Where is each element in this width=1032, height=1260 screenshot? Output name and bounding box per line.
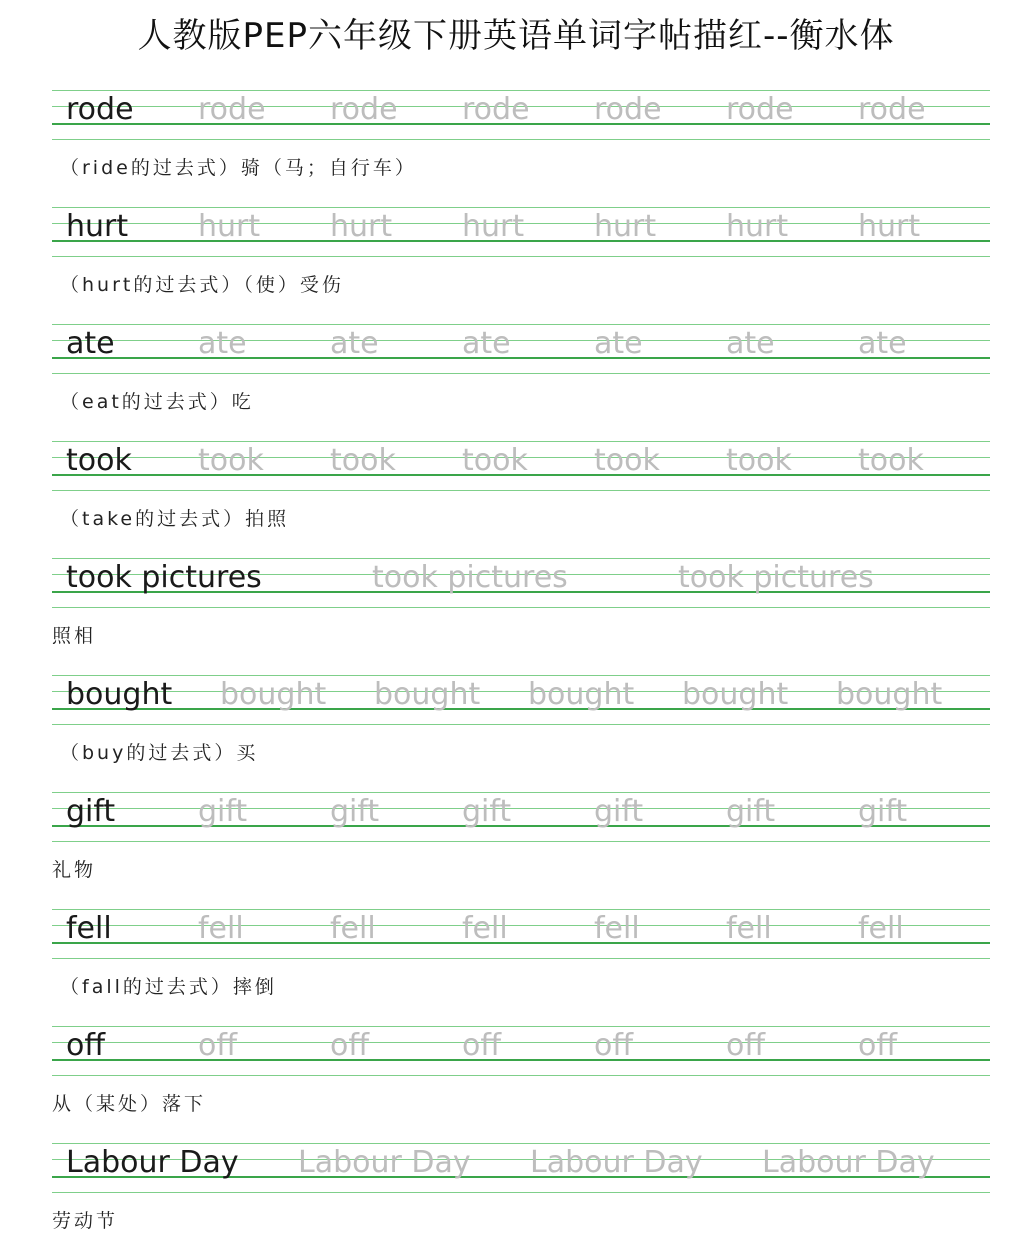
trace-word: Labour Day bbox=[762, 1145, 935, 1180]
trace-word: gift bbox=[198, 794, 248, 829]
trace-word: off bbox=[594, 1028, 634, 1063]
word: took pictures bbox=[66, 560, 262, 595]
word-entry bbox=[0, 675, 1032, 792]
trace-word: gift bbox=[726, 794, 776, 829]
trace-word: off bbox=[858, 1028, 898, 1063]
word: bought bbox=[66, 677, 173, 712]
trace-word: took bbox=[594, 443, 660, 478]
trace-word: off bbox=[198, 1028, 238, 1063]
word-entry bbox=[0, 1143, 1032, 1260]
word: gift bbox=[66, 794, 116, 829]
trace-word: rode bbox=[858, 92, 926, 127]
trace-word: took bbox=[330, 443, 396, 478]
trace-word: took bbox=[726, 443, 792, 478]
page-title: 人教版PEP六年级下册英语单词字帖描红--衡水体 bbox=[137, 16, 895, 56]
writing-lines bbox=[52, 792, 990, 842]
trace-word: Labour Day bbox=[530, 1145, 703, 1180]
trace-word: off bbox=[330, 1028, 370, 1063]
word-meaning: （buy的过去式）买 bbox=[60, 742, 259, 764]
trace-word: hurt bbox=[330, 209, 393, 244]
trace-word: rode bbox=[594, 92, 662, 127]
trace-word: bought bbox=[374, 677, 481, 712]
writing-lines bbox=[52, 909, 990, 959]
trace-word: took pictures bbox=[372, 560, 568, 595]
word: hurt bbox=[66, 209, 129, 244]
word-meaning: 礼物 bbox=[52, 859, 97, 881]
trace-word: hurt bbox=[594, 209, 657, 244]
word: Labour Day bbox=[66, 1145, 239, 1180]
word-meaning: 从（某处）落下 bbox=[52, 1093, 207, 1115]
trace-word: rode bbox=[330, 92, 398, 127]
trace-word: rode bbox=[462, 92, 530, 127]
word: off bbox=[66, 1028, 106, 1063]
word-meaning: （ride的过去式）骑（马；自行车） bbox=[60, 157, 417, 179]
word-entry bbox=[0, 441, 1032, 558]
trace-word: took bbox=[198, 443, 264, 478]
trace-word: hurt bbox=[726, 209, 789, 244]
trace-word: fell bbox=[858, 911, 904, 946]
trace-word: took bbox=[462, 443, 528, 478]
word-meaning: （fall的过去式）摔倒 bbox=[60, 976, 277, 998]
word-entry bbox=[0, 792, 1032, 909]
word: ate bbox=[66, 326, 115, 361]
writing-lines bbox=[52, 1026, 990, 1076]
trace-word: bought bbox=[220, 677, 327, 712]
word-entry bbox=[0, 909, 1032, 1026]
word-meaning: （hurt的过去式）（使）受伤 bbox=[60, 274, 344, 296]
trace-word: hurt bbox=[858, 209, 921, 244]
trace-word: fell bbox=[330, 911, 376, 946]
trace-word: bought bbox=[836, 677, 943, 712]
trace-word: ate bbox=[594, 326, 643, 361]
trace-word: ate bbox=[462, 326, 511, 361]
word-meaning: 劳动节 bbox=[52, 1210, 119, 1232]
trace-word: ate bbox=[330, 326, 379, 361]
trace-word: rode bbox=[726, 92, 794, 127]
trace-word: hurt bbox=[198, 209, 261, 244]
trace-word: fell bbox=[462, 911, 508, 946]
trace-word: gift bbox=[858, 794, 908, 829]
word-entry bbox=[0, 558, 1032, 675]
word-entry bbox=[0, 324, 1032, 441]
trace-word: fell bbox=[594, 911, 640, 946]
trace-word: bought bbox=[682, 677, 789, 712]
writing-lines bbox=[52, 324, 990, 374]
trace-word: took pictures bbox=[678, 560, 874, 595]
trace-word: took bbox=[858, 443, 924, 478]
trace-word: ate bbox=[198, 326, 247, 361]
trace-word: gift bbox=[594, 794, 644, 829]
word-entry bbox=[0, 1026, 1032, 1143]
trace-word: rode bbox=[198, 92, 266, 127]
word: fell bbox=[66, 911, 112, 946]
trace-word: bought bbox=[528, 677, 635, 712]
word: rode bbox=[66, 92, 134, 127]
trace-word: fell bbox=[198, 911, 244, 946]
word-entry bbox=[0, 90, 1032, 207]
word-meaning: （take的过去式）拍照 bbox=[60, 508, 290, 530]
trace-word: off bbox=[726, 1028, 766, 1063]
word: took bbox=[66, 443, 132, 478]
trace-word: fell bbox=[726, 911, 772, 946]
trace-word: off bbox=[462, 1028, 502, 1063]
word-entry bbox=[0, 207, 1032, 324]
word-meaning: （eat的过去式）吃 bbox=[60, 391, 254, 413]
word-meaning: 照相 bbox=[52, 625, 97, 647]
trace-word: ate bbox=[726, 326, 775, 361]
trace-word: hurt bbox=[462, 209, 525, 244]
trace-word: ate bbox=[858, 326, 907, 361]
trace-word: Labour Day bbox=[298, 1145, 471, 1180]
trace-word: gift bbox=[462, 794, 512, 829]
trace-word: gift bbox=[330, 794, 380, 829]
